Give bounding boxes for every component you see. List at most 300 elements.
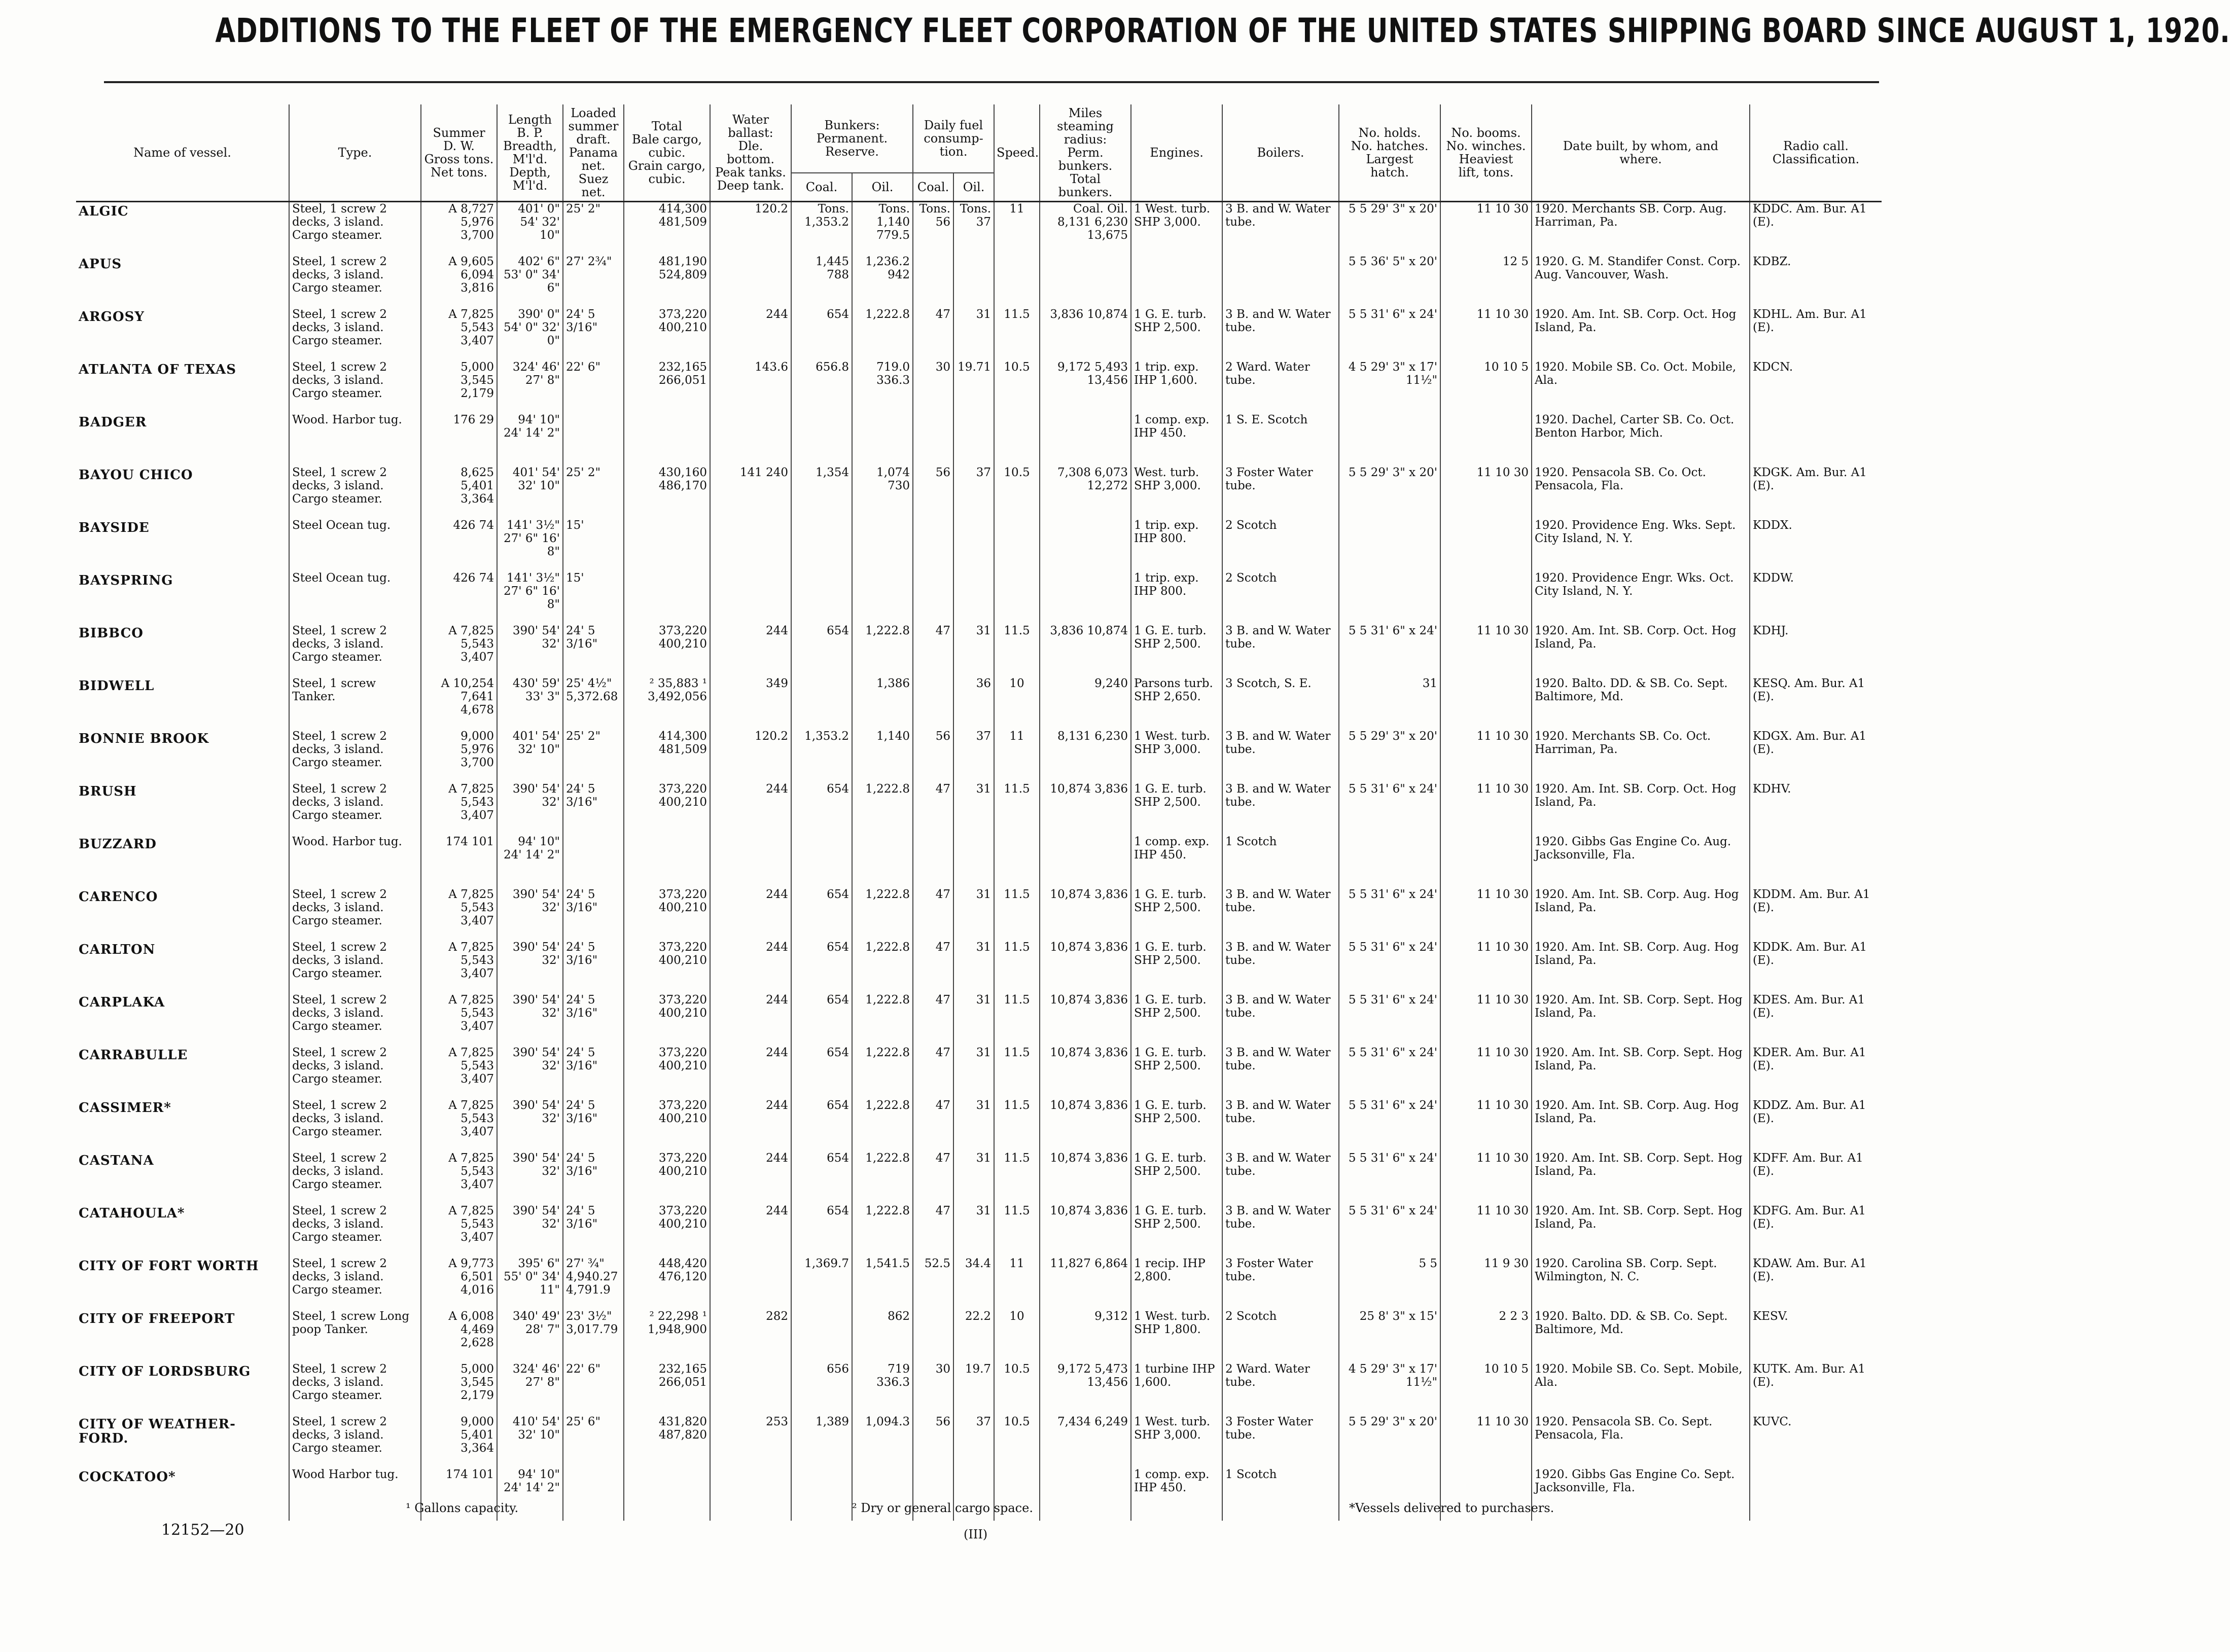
vessel-cargo: 373,220 400,210 <box>624 1204 710 1257</box>
vessel-fuel-oil <box>953 835 994 888</box>
vessel-boilers: 1 S. E. Scotch <box>1222 413 1339 466</box>
col-header-bunkers-coal: Coal. <box>791 173 852 202</box>
vessel-bunker-oil: 1,222.8 <box>852 888 913 941</box>
vessel-radio: KDGX. Am. Bur. A1 (E). <box>1750 730 1882 782</box>
table-row <box>76 782 1882 835</box>
vessel-radio: KDBZ. <box>1750 255 1882 308</box>
fleet-table <box>76 104 1882 1521</box>
vessel-speed: 10.5 <box>994 466 1040 519</box>
vessel-radio: KDHV. <box>1750 782 1882 835</box>
vessel-fuel-oil <box>953 571 994 624</box>
col-header-fuel-coal: Coal. <box>913 173 953 202</box>
vessel-radio: KDDX. <box>1750 519 1882 571</box>
vessel-radius: 3,836 10,874 <box>1040 624 1131 677</box>
vessel-built: 1920. G. M. Standifer Const. Corp. Aug. Vancouver, Wash. <box>1532 255 1750 308</box>
vessel-bunker-oil: 1,541.5 <box>852 1257 913 1310</box>
vessel-fuel-coal <box>913 1310 953 1362</box>
vessel-holds: 25 8' 3" x 15' <box>1339 1310 1440 1362</box>
vessel-tonnage: 426 74 <box>421 571 497 624</box>
vessel-bunker-oil: 1,386 <box>852 677 913 730</box>
vessel-draft: 24' 5 3/16" <box>563 941 624 993</box>
header-row <box>76 104 1882 173</box>
vessel-name: BUZZARD <box>79 837 157 852</box>
table-row <box>76 624 1882 677</box>
vessel-tonnage: A 7,825 5,543 3,407 <box>421 993 497 1046</box>
vessel-speed <box>994 519 1040 571</box>
table-row <box>76 1257 1882 1310</box>
vessel-fuel-coal: 30 <box>913 361 953 413</box>
vessel-cargo: 481,190 524,809 <box>624 255 710 308</box>
vessel-type: Steel, 1 screw 2 decks, 3 island. Cargo steamer. <box>289 1046 421 1099</box>
footnote-gallons: ¹ Gallons capacity. <box>406 1501 519 1515</box>
vessel-radius: 9,172 5,473 13,456 <box>1040 1362 1131 1415</box>
vessel-bunker-oil: 1,074 730 <box>852 466 913 519</box>
vessel-holds: 5 5 31' 6" x 24' <box>1339 941 1440 993</box>
vessel-holds: 5 5 31' 6" x 24' <box>1339 1046 1440 1099</box>
table-row <box>76 361 1882 413</box>
vessel-fuel-oil <box>953 519 994 571</box>
vessel-dimensions: 390' 54' 32' <box>497 1204 563 1257</box>
vessel-fuel-coal: 56 <box>913 730 953 782</box>
vessel-radio: KDCN. <box>1750 361 1882 413</box>
vessel-holds: 5 5 31' 6" x 24' <box>1339 993 1440 1046</box>
vessel-speed: 11.5 <box>994 1046 1040 1099</box>
vessel-bunker-oil: 719 336.3 <box>852 1362 913 1415</box>
vessel-name: CARLTON <box>79 942 156 957</box>
vessel-name: CARPLAKA <box>79 995 165 1010</box>
vessel-built: 1920. Pensacola SB. Co. Oct. Pensacola, Fla. <box>1532 466 1750 519</box>
vessel-type: Wood. Harbor tug. <box>289 835 421 888</box>
vessel-draft: 24' 5 3/16" <box>563 888 624 941</box>
vessel-boilers: 3 B. and W. Water tube. <box>1222 308 1339 361</box>
vessel-bunker-coal: 654 <box>791 308 852 361</box>
vessel-engines: 1 G. E. turb. SHP 2,500. <box>1131 782 1222 835</box>
vessel-bunker-oil: 1,222.8 <box>852 624 913 677</box>
vessel-speed: 11.5 <box>994 782 1040 835</box>
table-row <box>76 835 1882 888</box>
vessel-type: Steel Ocean tug. <box>289 571 421 624</box>
vessel-ballast: 244 <box>710 1152 791 1204</box>
vessel-booms: 11 10 30 <box>1440 624 1532 677</box>
vessel-bunker-coal: 654 <box>791 624 852 677</box>
vessel-name: BRUSH <box>79 784 137 799</box>
col-header-fuel: Daily fuel consump- tion. <box>913 104 994 173</box>
vessel-dimensions: 324' 46' 27' 8" <box>497 1362 563 1415</box>
vessel-tonnage: A 8,727 5,976 3,700 <box>421 202 497 256</box>
vessel-cargo: 232,165 266,051 <box>624 361 710 413</box>
vessel-cargo: 414,300 481,509 <box>624 730 710 782</box>
vessel-engines: 1 West. turb. SHP 1,800. <box>1131 1310 1222 1362</box>
vessel-holds: 4 5 29' 3" x 17' 11½" <box>1339 361 1440 413</box>
vessel-boilers: 3 Foster Water tube. <box>1222 1257 1339 1310</box>
vessel-booms: 11 10 30 <box>1440 782 1532 835</box>
vessel-fuel-oil: 31 <box>953 941 994 993</box>
vessel-holds <box>1339 413 1440 466</box>
table-row <box>76 519 1882 571</box>
vessel-booms: 11 10 30 <box>1440 888 1532 941</box>
vessel-boilers: 3 B. and W. Water tube. <box>1222 888 1339 941</box>
vessel-dimensions: 390' 54' 32' <box>497 993 563 1046</box>
vessel-built: 1920. Providence Eng. Wks. Sept. City Island, N. Y. <box>1532 519 1750 571</box>
vessel-type: Steel, 1 screw 2 decks, 3 island. Cargo steamer. <box>289 361 421 413</box>
vessel-ballast: 282 <box>710 1310 791 1362</box>
vessel-cargo: 373,220 400,210 <box>624 782 710 835</box>
vessel-booms: 2 2 3 <box>1440 1310 1532 1362</box>
vessel-cargo <box>624 413 710 466</box>
vessel-engines: 1 G. E. turb. SHP 2,500. <box>1131 308 1222 361</box>
col-header-fuel-oil: Oil. <box>953 173 994 202</box>
vessel-ballast <box>710 1257 791 1310</box>
vessel-draft: 25' 6" <box>563 1415 624 1468</box>
vessel-dimensions: 94' 10" 24' 14' 2" <box>497 413 563 466</box>
vessel-fuel-coal <box>913 413 953 466</box>
vessel-cargo: 373,220 400,210 <box>624 1152 710 1204</box>
vessel-radius: 10,874 3,836 <box>1040 1204 1131 1257</box>
page-number: (III) <box>964 1527 988 1541</box>
fleet-table-body <box>76 202 1882 1521</box>
vessel-bunker-coal <box>791 413 852 466</box>
col-header-holds: No. holds. No. hatches. Largest hatch. <box>1339 104 1440 202</box>
vessel-dimensions: 401' 54' 32' 10" <box>497 730 563 782</box>
vessel-draft: 25' 2" <box>563 730 624 782</box>
vessel-built: 1920. Balto. DD. & SB. Co. Sept. Baltimore, Md. <box>1532 677 1750 730</box>
vessel-tonnage: A 7,825 5,543 3,407 <box>421 624 497 677</box>
vessel-engines: 1 trip. exp. IHP 800. <box>1131 519 1222 571</box>
vessel-built: 1920. Gibbs Gas Engine Co. Aug. Jacksonville, Fla. <box>1532 835 1750 888</box>
vessel-fuel-oil: 31 <box>953 782 994 835</box>
vessel-type: Steel, 1 screw Tanker. <box>289 677 421 730</box>
vessel-draft: 27' 2¾" <box>563 255 624 308</box>
col-header-cargo: Total Bale cargo, cubic. Grain cargo, cubic. <box>624 104 710 202</box>
col-header-draft: Loaded summer draft. Panama net. Suez net. <box>563 104 624 202</box>
vessel-engines: 1 G. E. turb. SHP 2,500. <box>1131 1046 1222 1099</box>
vessel-name: APUS <box>79 257 122 272</box>
vessel-type: Wood. Harbor tug. <box>289 413 421 466</box>
vessel-radius <box>1040 835 1131 888</box>
vessel-radius: 10,874 3,836 <box>1040 1046 1131 1099</box>
vessel-cargo: 430,160 486,170 <box>624 466 710 519</box>
vessel-draft: 24' 5 3/16" <box>563 624 624 677</box>
fleet-table-wrapper <box>76 104 1882 1521</box>
vessel-engines: 1 comp. exp. IHP 450. <box>1131 1468 1222 1521</box>
vessel-type: Steel, 1 screw 2 decks, 3 island. Cargo steamer. <box>289 941 421 993</box>
vessel-bunker-oil: 1,094.3 <box>852 1415 913 1468</box>
vessel-name: CITY OF FREEPORT <box>79 1311 235 1326</box>
vessel-speed: 11.5 <box>994 993 1040 1046</box>
vessel-type: Steel, 1 screw 2 decks, 3 island. Cargo steamer. <box>289 1099 421 1152</box>
vessel-tonnage: A 7,825 5,543 3,407 <box>421 782 497 835</box>
vessel-booms <box>1440 413 1532 466</box>
vessel-ballast <box>710 413 791 466</box>
vessel-name: CATAHOULA* <box>79 1206 185 1221</box>
vessel-boilers: 3 B. and W. Water tube. <box>1222 730 1339 782</box>
vessel-cargo <box>624 1468 710 1521</box>
vessel-engines: 1 trip. exp. IHP 800. <box>1131 571 1222 624</box>
vessel-type: Steel Ocean tug. <box>289 519 421 571</box>
vessel-bunker-oil <box>852 519 913 571</box>
vessel-ballast <box>710 1362 791 1415</box>
vessel-fuel-coal: 47 <box>913 1152 953 1204</box>
vessel-boilers: 2 Scotch <box>1222 519 1339 571</box>
col-header-type: Type. <box>289 104 421 202</box>
vessel-draft: 24' 5 3/16" <box>563 1099 624 1152</box>
vessel-booms: 11 10 30 <box>1440 941 1532 993</box>
vessel-cargo: 448,420 476,120 <box>624 1257 710 1310</box>
vessel-bunker-oil: 1,236.2 942 <box>852 255 913 308</box>
vessel-dimensions: 390' 54' 32' <box>497 941 563 993</box>
col-header-name: Name of vessel. <box>76 104 289 202</box>
table-row <box>76 1046 1882 1099</box>
vessel-speed: 11 <box>994 730 1040 782</box>
vessel-radius <box>1040 1468 1131 1521</box>
vessel-draft: 24' 5 3/16" <box>563 1204 624 1257</box>
vessel-name: ALGIC <box>79 204 129 219</box>
vessel-dimensions: 402' 6" 53' 0" 34' 6" <box>497 255 563 308</box>
col-header-speed: Speed. <box>994 104 1040 202</box>
vessel-radio: KDAW. Am. Bur. A1 (E). <box>1750 1257 1882 1310</box>
vessel-fuel-oil <box>953 255 994 308</box>
vessel-ballast: 141 240 <box>710 466 791 519</box>
vessel-booms <box>1440 571 1532 624</box>
vessel-bunker-oil: 1,222.8 <box>852 1046 913 1099</box>
table-row <box>76 202 1882 256</box>
table-row <box>76 571 1882 624</box>
vessel-radio: KDDC. Am. Bur. A1 (E). <box>1750 202 1882 256</box>
col-header-radio: Radio call. Classification. <box>1750 104 1882 202</box>
vessel-radius: 10,874 3,836 <box>1040 782 1131 835</box>
vessel-booms: 10 10 5 <box>1440 1362 1532 1415</box>
vessel-radio: KDER. Am. Bur. A1 (E). <box>1750 1046 1882 1099</box>
vessel-ballast: 120.2 <box>710 202 791 256</box>
vessel-draft: 15' <box>563 519 624 571</box>
vessel-built: 1920. Am. Int. SB. Corp. Sept. Hog Island, Pa. <box>1532 993 1750 1046</box>
vessel-built: 1920. Mobile SB. Co. Oct. Mobile, Ala. <box>1532 361 1750 413</box>
vessel-tonnage: A 7,825 5,543 3,407 <box>421 1204 497 1257</box>
vessel-tonnage: 9,000 5,401 3,364 <box>421 1415 497 1468</box>
col-header-built: Date built, by whom, and where. <box>1532 104 1750 202</box>
table-row <box>76 1204 1882 1257</box>
vessel-holds: 5 5 31' 6" x 24' <box>1339 1204 1440 1257</box>
vessel-holds: 31 <box>1339 677 1440 730</box>
vessel-dimensions: 94' 10" 24' 14' 2" <box>497 835 563 888</box>
vessel-name: BIBBCO <box>79 626 144 641</box>
vessel-booms: 11 10 30 <box>1440 1204 1532 1257</box>
vessel-type: Steel, 1 screw 2 decks, 3 island. Cargo steamer. <box>289 993 421 1046</box>
vessel-radio <box>1750 413 1882 466</box>
footnote-delivered: *Vessels delivered to purchasers. <box>1349 1501 1554 1515</box>
vessel-bunker-oil: Tons. 1,140 779.5 <box>852 202 913 256</box>
vessel-holds: 5 5 31' 6" x 24' <box>1339 1099 1440 1152</box>
vessel-boilers: 3 B. and W. Water tube. <box>1222 1204 1339 1257</box>
vessel-tonnage: 5,000 3,545 2,179 <box>421 1362 497 1415</box>
vessel-cargo: ² 35,883 ¹ 3,492,056 <box>624 677 710 730</box>
vessel-boilers: 3 B. and W. Water tube. <box>1222 624 1339 677</box>
vessel-holds: 5 5 31' 6" x 24' <box>1339 782 1440 835</box>
vessel-cargo <box>624 835 710 888</box>
vessel-name: CARRABULLE <box>79 1048 188 1063</box>
vessel-cargo: 373,220 400,210 <box>624 993 710 1046</box>
vessel-fuel-coal: 47 <box>913 888 953 941</box>
vessel-radius: Coal. Oil. 8,131 6,230 13,675 <box>1040 202 1131 256</box>
vessel-holds <box>1339 835 1440 888</box>
vessel-engines: 1 West. turb. SHP 3,000. <box>1131 202 1222 256</box>
vessel-ballast <box>710 255 791 308</box>
vessel-fuel-coal <box>913 519 953 571</box>
vessel-bunker-coal: 654 <box>791 1046 852 1099</box>
vessel-radius <box>1040 571 1131 624</box>
table-row <box>76 1362 1882 1415</box>
table-row <box>76 677 1882 730</box>
vessel-fuel-oil: 31 <box>953 1099 994 1152</box>
vessel-built: 1920. Merchants SB. Co. Oct. Harriman, Pa. <box>1532 730 1750 782</box>
vessel-bunker-coal <box>791 571 852 624</box>
vessel-name: BONNIE BROOK <box>79 731 209 746</box>
vessel-boilers: 1 Scotch <box>1222 1468 1339 1521</box>
vessel-booms: 11 10 30 <box>1440 1415 1532 1468</box>
vessel-ballast <box>710 1468 791 1521</box>
vessel-built: 1920. Am. Int. SB. Corp. Aug. Hog Island, Pa. <box>1532 941 1750 993</box>
vessel-tonnage: A 9,773 6,501 4,016 <box>421 1257 497 1310</box>
vessel-cargo: 373,220 400,210 <box>624 308 710 361</box>
vessel-draft: 24' 5 3/16" <box>563 993 624 1046</box>
vessel-ballast: 349 <box>710 677 791 730</box>
vessel-type: Steel, 1 screw 2 decks, 3 island. Cargo steamer. <box>289 624 421 677</box>
vessel-fuel-coal: 52.5 <box>913 1257 953 1310</box>
vessel-cargo: 373,220 400,210 <box>624 941 710 993</box>
table-row <box>76 466 1882 519</box>
vessel-type: Steel, 1 screw Long poop Tanker. <box>289 1310 421 1362</box>
vessel-radio: KDGK. Am. Bur. A1 (E). <box>1750 466 1882 519</box>
vessel-booms: 11 10 30 <box>1440 1046 1532 1099</box>
vessel-holds: 5 5 31' 6" x 24' <box>1339 308 1440 361</box>
vessel-built: 1920. Pensacola SB. Co. Sept. Pensacola, Fla. <box>1532 1415 1750 1468</box>
col-header-tons: Summer D. W. Gross tons. Net tons. <box>421 104 497 202</box>
vessel-dimensions: 401' 0" 54' 32' 10" <box>497 202 563 256</box>
vessel-built: 1920. Mobile SB. Co. Sept. Mobile, Ala. <box>1532 1362 1750 1415</box>
vessel-radius: 9,240 <box>1040 677 1131 730</box>
vessel-radius <box>1040 519 1131 571</box>
vessel-speed: 11.5 <box>994 1204 1040 1257</box>
vessel-fuel-oil: 31 <box>953 624 994 677</box>
vessel-radio <box>1750 835 1882 888</box>
vessel-fuel-coal: 56 <box>913 1415 953 1468</box>
vessel-tonnage: A 7,825 5,543 3,407 <box>421 1099 497 1152</box>
vessel-radius: 9,312 <box>1040 1310 1131 1362</box>
vessel-speed: 10 <box>994 1310 1040 1362</box>
vessel-type: Steel, 1 screw 2 decks, 3 island. Cargo steamer. <box>289 1415 421 1468</box>
vessel-fuel-coal: 47 <box>913 1204 953 1257</box>
vessel-ballast: 244 <box>710 888 791 941</box>
vessel-engines: 1 West. turb. SHP 3,000. <box>1131 1415 1222 1468</box>
vessel-bunker-coal: 654 <box>791 782 852 835</box>
vessel-radio: KDHJ. <box>1750 624 1882 677</box>
vessel-fuel-coal: 47 <box>913 993 953 1046</box>
vessel-booms <box>1440 519 1532 571</box>
vessel-fuel-coal: 30 <box>913 1362 953 1415</box>
vessel-draft: 24' 5 3/16" <box>563 782 624 835</box>
vessel-built: 1920. Am. Int. SB. Corp. Oct. Hog Island, Pa. <box>1532 308 1750 361</box>
vessel-boilers: 3 Scotch, S. E. <box>1222 677 1339 730</box>
vessel-dimensions: 390' 54' 32' <box>497 1152 563 1204</box>
vessel-holds: 5 5 <box>1339 1257 1440 1310</box>
vessel-type: Steel, 1 screw 2 decks, 3 island. Cargo steamer. <box>289 1257 421 1310</box>
vessel-ballast: 253 <box>710 1415 791 1468</box>
vessel-type: Steel, 1 screw 2 decks, 3 island. Cargo steamer. <box>289 466 421 519</box>
table-row <box>76 1415 1882 1468</box>
vessel-speed: 11 <box>994 202 1040 256</box>
vessel-name: CITY OF LORDSBURG <box>79 1364 251 1379</box>
vessel-dimensions: 324' 46' 27' 8" <box>497 361 563 413</box>
vessel-fuel-oil: 34.4 <box>953 1257 994 1310</box>
vessel-bunker-coal: 654 <box>791 1152 852 1204</box>
vessel-tonnage: A 9,605 6,094 3,816 <box>421 255 497 308</box>
vessel-radio: KESV. <box>1750 1310 1882 1362</box>
vessel-radio <box>1750 1468 1882 1521</box>
vessel-fuel-coal: 56 <box>913 466 953 519</box>
vessel-boilers: 3 Foster Water tube. <box>1222 466 1339 519</box>
vessel-cargo: 373,220 400,210 <box>624 888 710 941</box>
vessel-bunker-coal: 654 <box>791 941 852 993</box>
vessel-fuel-oil: 31 <box>953 888 994 941</box>
vessel-radius: 9,172 5,493 13,456 <box>1040 361 1131 413</box>
vessel-bunker-oil: 719.0 336.3 <box>852 361 913 413</box>
table-row <box>76 1152 1882 1204</box>
vessel-radio: KUTK. Am. Bur. A1 (E). <box>1750 1362 1882 1415</box>
vessel-engines: West. turb. SHP 3,000. <box>1131 466 1222 519</box>
vessel-engines: 1 G. E. turb. SHP 2,500. <box>1131 941 1222 993</box>
vessel-bunker-coal: Tons. 1,353.2 <box>791 202 852 256</box>
vessel-draft <box>563 835 624 888</box>
vessel-ballast: 244 <box>710 308 791 361</box>
vessel-built: 1920. Dachel, Carter SB. Co. Oct. Benton Harbor, Mich. <box>1532 413 1750 466</box>
vessel-engines: 1 G. E. turb. SHP 2,500. <box>1131 1204 1222 1257</box>
vessel-radio: KDDM. Am. Bur. A1 (E). <box>1750 888 1882 941</box>
vessel-name: BAYSPRING <box>79 573 173 588</box>
job-number: 12152—20 <box>161 1521 244 1539</box>
vessel-speed: 11.5 <box>994 1099 1040 1152</box>
table-row <box>76 413 1882 466</box>
vessel-radio: KDDZ. Am. Bur. A1 (E). <box>1750 1099 1882 1152</box>
vessel-tonnage: 9,000 5,976 3,700 <box>421 730 497 782</box>
vessel-fuel-oil: 31 <box>953 1046 994 1099</box>
vessel-speed: 11.5 <box>994 1152 1040 1204</box>
vessel-boilers: 3 B. and W. Water tube. <box>1222 1046 1339 1099</box>
vessel-speed: 11.5 <box>994 941 1040 993</box>
vessel-fuel-coal: 47 <box>913 308 953 361</box>
vessel-boilers <box>1222 255 1339 308</box>
vessel-draft <box>563 1468 624 1521</box>
vessel-boilers: 3 Foster Water tube. <box>1222 1415 1339 1468</box>
vessel-boilers: 2 Ward. Water tube. <box>1222 361 1339 413</box>
table-row <box>76 308 1882 361</box>
vessel-draft: 15' <box>563 571 624 624</box>
vessel-dimensions: 401' 54' 32' 10" <box>497 466 563 519</box>
vessel-boilers: 3 B. and W. Water tube. <box>1222 782 1339 835</box>
vessel-tonnage: A 7,825 5,543 3,407 <box>421 888 497 941</box>
vessel-radius: 10,874 3,836 <box>1040 941 1131 993</box>
vessel-bunker-oil: 1,222.8 <box>852 993 913 1046</box>
vessel-dimensions: 430' 59' 33' 3" <box>497 677 563 730</box>
vessel-bunker-oil: 1,140 <box>852 730 913 782</box>
vessel-tonnage: A 7,825 5,543 3,407 <box>421 308 497 361</box>
vessel-built: 1920. Providence Engr. Wks. Oct. City Island, N. Y. <box>1532 571 1750 624</box>
vessel-engines: 1 comp. exp. IHP 450. <box>1131 413 1222 466</box>
vessel-booms: 11 9 30 <box>1440 1257 1532 1310</box>
vessel-bunker-coal: 654 <box>791 1099 852 1152</box>
vessel-booms: 12 5 <box>1440 255 1532 308</box>
vessel-tonnage: A 6,008 4,469 2,628 <box>421 1310 497 1362</box>
vessel-name: CASTANA <box>79 1153 154 1168</box>
